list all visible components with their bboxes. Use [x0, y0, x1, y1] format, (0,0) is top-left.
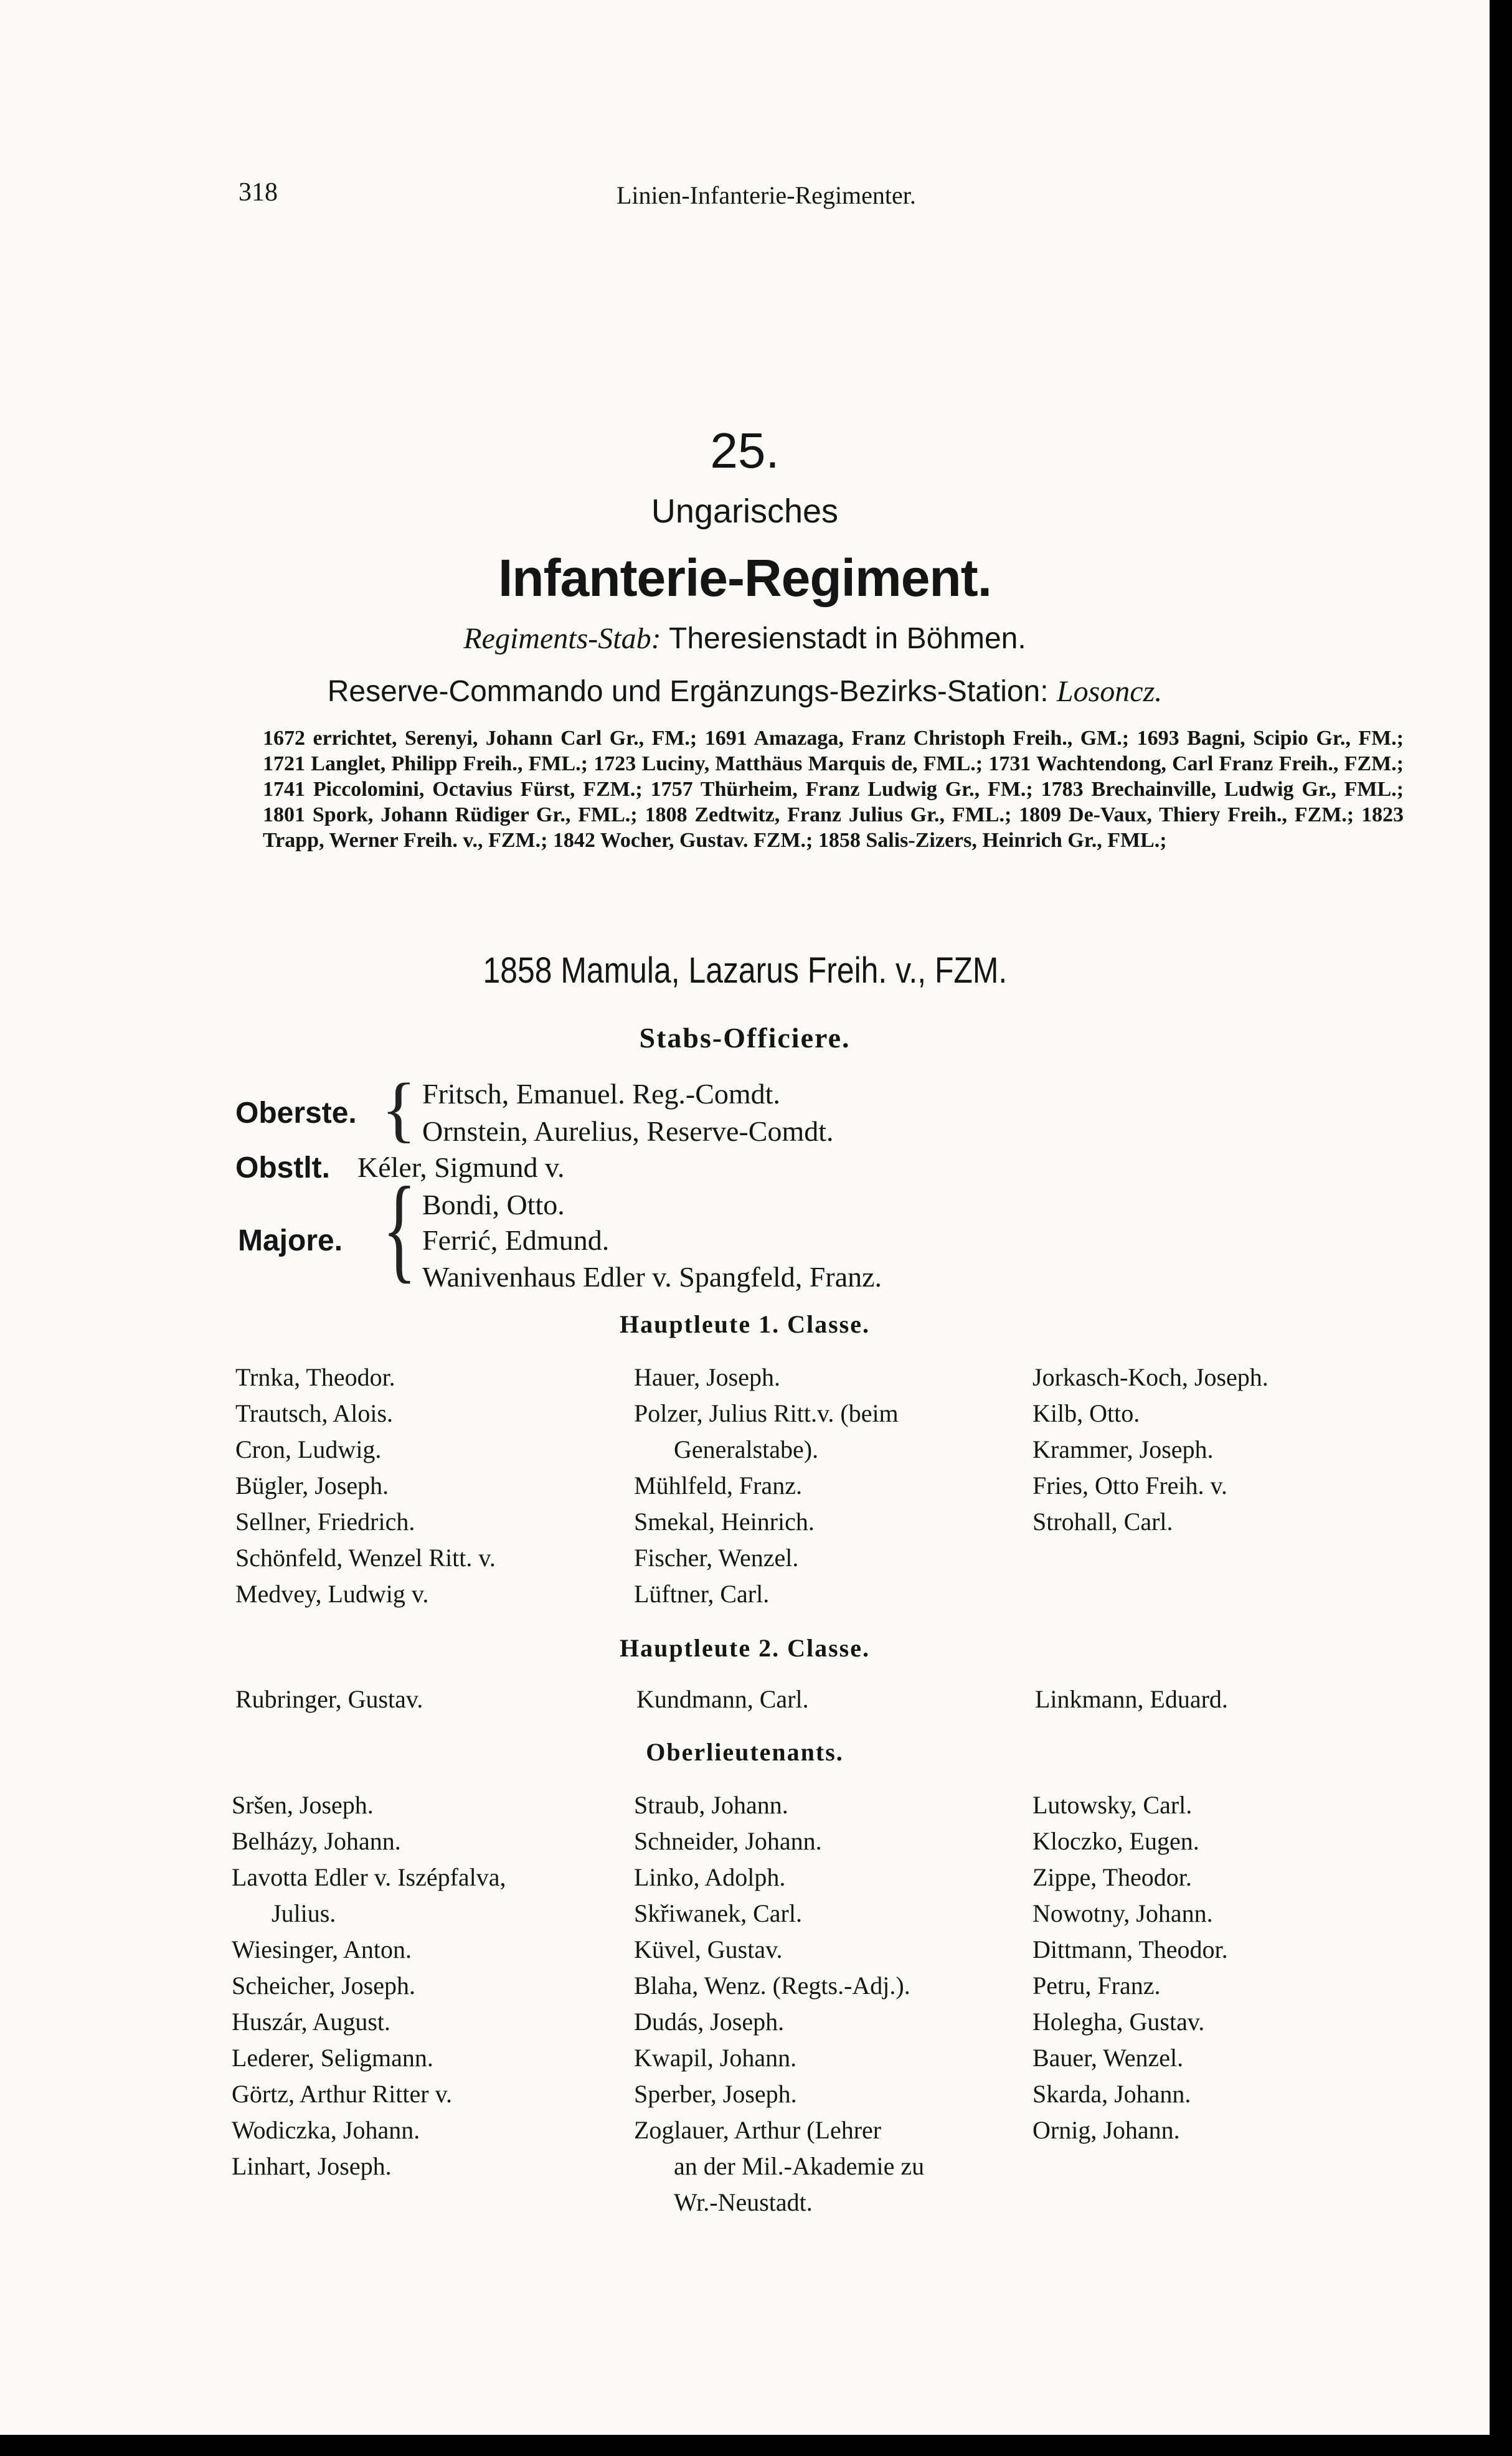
list-item: Cron, Ludwig.: [235, 1435, 382, 1463]
list-item: Lüftner, Carl.: [634, 1580, 770, 1608]
list-item: Julius.: [272, 1899, 336, 1927]
hauptleute-1-col2: [634, 1359, 899, 1612]
list-item: Zippe, Theodor.: [1032, 1863, 1192, 1891]
hauptleute-1-heading: Hauptleute 1. Classe.: [620, 1310, 870, 1338]
list-item: Linhart, Joseph.: [232, 2152, 392, 2180]
list-item: Wiesinger, Anton.: [232, 1935, 412, 1963]
list-item: Linko, Adolph.: [634, 1863, 786, 1891]
list-item: Sellner, Friedrich.: [235, 1508, 415, 1536]
list-item: Smekal, Heinrich.: [634, 1508, 815, 1536]
brace-oberste: {: [381, 1068, 417, 1150]
list-item: Linkmann, Eduard.: [1035, 1685, 1228, 1713]
list-item: Dittmann, Theodor.: [1032, 1935, 1228, 1963]
staff-location: Theresienstadt in Böhmen.: [669, 622, 1026, 655]
list-item: Schönfeld, Wenzel Ritt. v.: [235, 1544, 496, 1572]
list-item: Straub, Johann.: [634, 1791, 788, 1819]
hauptleute-2-col1: [235, 1681, 423, 1717]
oberste-label: Oberste.: [235, 1097, 357, 1130]
list-item: Görtz, Arthur Ritter v.: [232, 2080, 453, 2108]
list-item: Trnka, Theodor.: [235, 1363, 395, 1391]
list-item: Blaha, Wenz. (Regts.-Adj.).: [634, 1972, 910, 2000]
oberlieutenants-heading: Oberlieutenants.: [646, 1738, 844, 1766]
list-item: Kwapil, Johann.: [634, 2044, 797, 2072]
regiment-history: 1672 errichtet, Serenyi, Johann Carl Gr., FM.; 1691 Amazaga, Franz Christoph Freih., GM.; 1693 Bagni, Scipio Gr., FM.; 1721 Langlet, Philipp Freih., FML.; 1723 Luciny, Matthäus Marquis de, FML.; 1731 Wachtendong, Carl Franz Freih., FZM.; 1741 Piccolomini, Octavius Fürst, FZM.; 1757 Thürheim, Franz Ludwig Gr., FM.; 1783 Brechainville, Ludwig Gr., FML.; 1801 Spork, Johann Rüdiger Gr., FML.; 1808 Zedtwitz, Franz Julius Gr., FML.; 1809 De-Vaux, Thiery Freih., FZM.; 1823 Trapp, Werner Freih. v., FZM.; 1842 Wocher, Gustav. FZM.; 1858 Salis-Zizers, Heinrich Gr., FML.;: [263, 727, 1404, 852]
list-item: Holegha, Gustav.: [1032, 2008, 1205, 2036]
list-item: Scheicher, Joseph.: [232, 1972, 415, 2000]
list-item: Wr.-Neustadt.: [674, 2188, 813, 2216]
list-item: Ornig, Johann.: [1032, 2116, 1180, 2144]
hauptleute-2-col2: [636, 1681, 809, 1717]
major-1: Bondi, Otto.: [422, 1189, 565, 1221]
brace-majore: {: [382, 1163, 417, 1294]
regiment-nationality: Ungarisches: [651, 493, 839, 530]
list-item: Krammer, Joseph.: [1032, 1435, 1214, 1463]
obstlt-name: Kéler, Sigmund v.: [357, 1151, 565, 1183]
list-item: Sršen, Joseph.: [232, 1791, 374, 1819]
list-item: Kundmann, Carl.: [636, 1685, 809, 1713]
page-number: 318: [239, 178, 278, 207]
list-item: Küvel, Gustav.: [634, 1935, 783, 1963]
oberlieutenants-col2: [634, 1787, 924, 2221]
list-item: Zoglauer, Arthur (Lehrer: [634, 2116, 882, 2144]
list-item: an der Mil.-Akademie zu: [674, 2152, 925, 2180]
major-2: Ferrić, Edmund.: [422, 1224, 610, 1256]
staff-officers-heading: Stabs-Officiere.: [639, 1022, 851, 1054]
hauptleute-2-heading: Hauptleute 2. Classe.: [620, 1634, 870, 1662]
list-item: Dudás, Joseph.: [634, 2008, 785, 2036]
obstlt-label: Obstlt.: [235, 1151, 330, 1184]
list-item: Fischer, Wenzel.: [634, 1544, 799, 1572]
list-item: Skřiwanek, Carl.: [634, 1899, 802, 1927]
regiment-title: Infanterie-Regiment.: [498, 549, 992, 607]
list-item: Lutowsky, Carl.: [1032, 1791, 1193, 1819]
list-item: Nowotny, Johann.: [1032, 1899, 1213, 1927]
oberlieutenants-col3: [1032, 1787, 1228, 2148]
list-item: Strohall, Carl.: [1032, 1508, 1173, 1536]
list-item: Belházy, Johann.: [232, 1827, 401, 1855]
list-item: Trautsch, Alois.: [235, 1399, 394, 1427]
majore-label: Majore.: [238, 1224, 343, 1257]
regiment-proprietor: 1858 Mamula, Lazarus Freih. v., FZM.: [483, 950, 1007, 991]
list-item: Rubringer, Gustav.: [235, 1685, 423, 1713]
list-item: Wodiczka, Johann.: [232, 2116, 420, 2144]
list-item: Skarda, Johann.: [1032, 2080, 1191, 2108]
list-item: Kilb, Otto.: [1032, 1399, 1140, 1427]
list-item: Petru, Franz.: [1032, 1972, 1161, 2000]
reserve-line: [0, 674, 1490, 709]
hauptleute-2-col3: [1035, 1681, 1228, 1717]
list-item: Schneider, Johann.: [634, 1827, 822, 1855]
list-item: Jorkasch-Koch, Joseph.: [1032, 1363, 1269, 1391]
list-item: Mühlfeld, Franz.: [634, 1471, 802, 1500]
list-item: Huszár, August.: [232, 2008, 391, 2036]
running-title: Linien-Infanterie-Regimenter.: [617, 181, 916, 209]
list-item: Lavotta Edler v. Iszépfalva,: [232, 1863, 506, 1891]
list-item: Bauer, Wenzel.: [1032, 2044, 1184, 2072]
regiment-number: 25.: [710, 423, 780, 478]
list-item: Sperber, Joseph.: [634, 2080, 797, 2108]
list-item: Fries, Otto Freih. v.: [1032, 1471, 1227, 1500]
staff-label: Regiments-Stab:: [463, 622, 661, 655]
oberst-1: Fritsch, Emanuel. Reg.-Comdt.: [422, 1078, 780, 1110]
list-item: Bügler, Joseph.: [235, 1471, 389, 1500]
oberst-2: Ornstein, Aurelius, Reserve-Comdt.: [422, 1115, 834, 1147]
list-item: Medvey, Ludwig v.: [235, 1580, 429, 1608]
list-item: Hauer, Joseph.: [634, 1363, 780, 1391]
list-item: Kloczko, Eugen.: [1032, 1827, 1199, 1855]
hauptleute-1-col3: [1032, 1359, 1269, 1540]
list-item: Polzer, Julius Ritt.v. (beim: [634, 1399, 899, 1427]
list-item: Lederer, Seligmann.: [232, 2044, 433, 2072]
reserve-label: Reserve-Commando und Ergänzungs-Bezirks-Station:: [327, 675, 1049, 708]
oberlieutenants-col1: [232, 1787, 506, 2184]
reserve-location: Losoncz.: [1056, 675, 1163, 708]
hauptleute-1-col1: [235, 1359, 496, 1612]
list-item: Generalstabe).: [674, 1435, 819, 1463]
regiment-staff-line: [0, 621, 1490, 656]
major-3: Wanivenhaus Edler v. Spangfeld, Franz.: [422, 1261, 882, 1293]
